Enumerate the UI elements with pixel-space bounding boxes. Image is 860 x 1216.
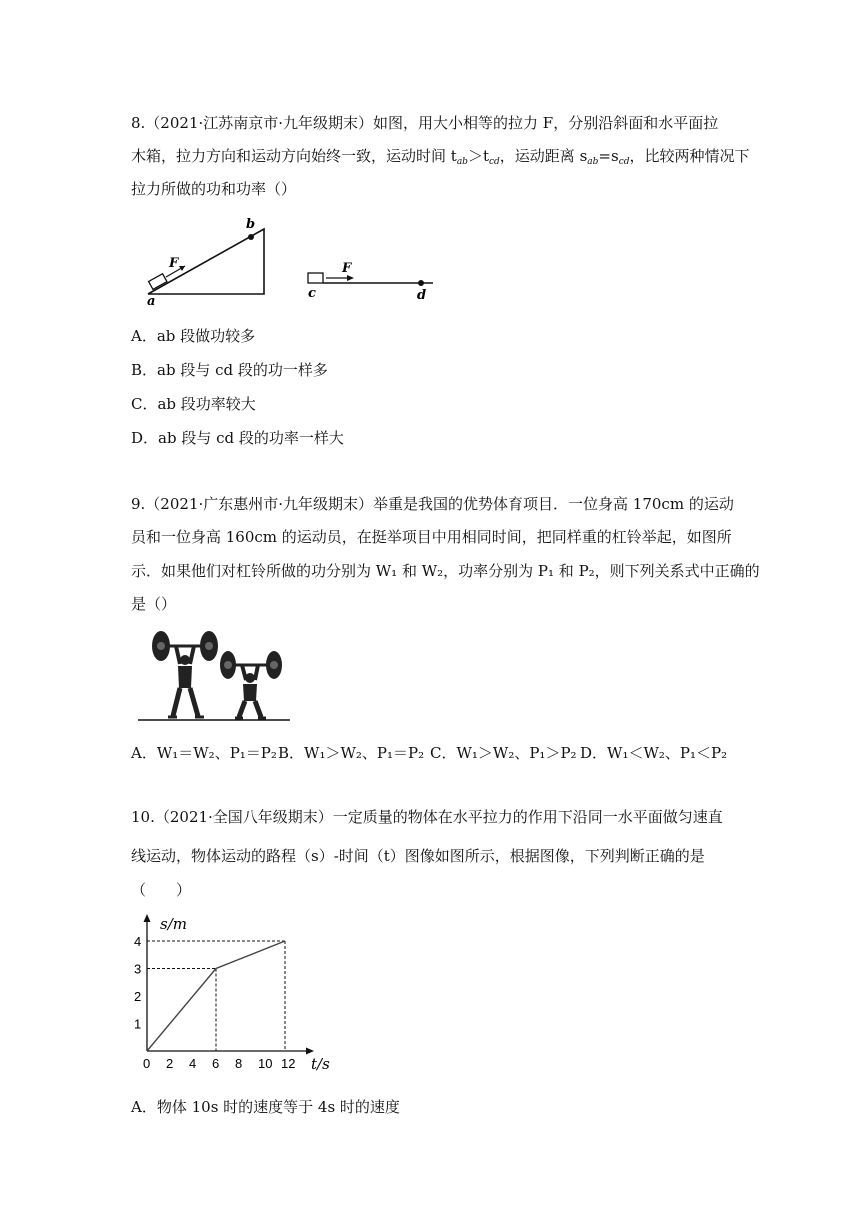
x-tick-label: 0 [143, 1056, 151, 1071]
incline-diagram [147, 217, 264, 305]
label-b: b [246, 217, 256, 232]
horizontal-diagram [308, 261, 433, 303]
q9-option-b[interactable]: B．W₁＞W₂、P₁＝P₂ [278, 744, 425, 762]
q8-option-c[interactable]: C．ab 段功率较大 [131, 395, 256, 413]
x-tick-label: 2 [166, 1056, 174, 1071]
q8-s-cd-sub: cd [618, 157, 630, 167]
q8-s-ab-sub: ab [587, 157, 599, 167]
q9-line2: 员和一位身高 160cm 的运动员，在挺举项目中用相同时间，把同样重的杠铃举起，如图所 [131, 528, 732, 546]
label-a: a [147, 294, 156, 305]
label-F-incline: F [169, 256, 179, 271]
x-tick-label: 12 [281, 1056, 296, 1071]
point-d [418, 280, 424, 286]
q8-line1: 8.（2021·江苏南京市·九年级期末）如图，用大小相等的拉力 F，分别沿斜面和水平面拉 [131, 114, 719, 132]
y-tick-label: 3 [134, 961, 142, 977]
q9-line3: 示．如果他们对杠铃所做的功分别为 W₁ 和 W₂，功率分别为 P₁ 和 P₂，则下列关系式中正确的 [131, 562, 760, 580]
y-tick-label: 1 [134, 1016, 142, 1032]
q10-line1: 10.（2021·全国八年级期末）一定质量的物体在水平拉力的作用下沿同一水平面做匀速直 [131, 808, 723, 826]
x-tick-label: 6 [212, 1056, 220, 1071]
box-on-incline [149, 274, 167, 290]
y-axis-label: s/m [160, 915, 187, 933]
q8-figure [140, 215, 440, 305]
y-tick-label: 4 [134, 934, 142, 949]
q8-t-ab-sub: ab [456, 157, 468, 167]
q10-option-a[interactable]: A．物体 10s 时的速度等于 4s 时的速度 [131, 1098, 400, 1116]
q8-option-b[interactable]: B．ab 段与 cd 段的功一样多 [131, 361, 328, 379]
x-axis-arrow [306, 1048, 314, 1055]
box-on-floor [308, 273, 323, 283]
chart-guides [147, 941, 285, 1051]
weightlifter-short [220, 651, 282, 718]
s-t-chart [125, 908, 365, 1074]
q9-line1: 9.（2021·广东惠州市·九年级期末）举重是我国的优势体育项目．一位身高 170cm 的运动 [131, 495, 734, 513]
q9-line4: 是（） [131, 595, 177, 613]
label-F-horizontal: F [342, 261, 352, 276]
q8-eq: =s [598, 147, 619, 165]
q10-line3: （ ） [131, 881, 192, 899]
x-tick-label: 4 [189, 1056, 197, 1071]
label-d: d [417, 288, 427, 303]
label-c: c [308, 286, 316, 301]
q8-option-d[interactable]: D．ab 段与 cd 段的功率一样大 [131, 429, 344, 447]
x-tick-label: 10 [258, 1056, 273, 1071]
q8-line2-pre: 木箱，拉力方向和运动方向始终一致，运动时间 t [131, 147, 457, 165]
q9-option-d[interactable]: D．W₁＜W₂、P₁＜P₂ [580, 744, 728, 762]
y-tick-label: 2 [134, 989, 142, 1004]
q8-option-a[interactable]: A．ab 段做功较多 [131, 327, 256, 345]
q9-option-a[interactable]: A．W₁＝W₂、P₁＝P₂ [131, 744, 277, 762]
q8-line2 [131, 146, 750, 172]
q10-line2: 线运动，物体运动的路程（s）-时间（t）图像如图所示，根据图像，下列判断正确的是 [131, 847, 705, 865]
y-axis-arrow [144, 914, 151, 922]
x-tick-label: 8 [235, 1056, 243, 1071]
q8-line2-mid: ，运动距离 s [499, 147, 588, 165]
weightlifters-image [138, 628, 292, 724]
x-axis-label: t/s [311, 1055, 330, 1073]
q8-gt: ＞t [467, 147, 489, 165]
chart-axes [144, 914, 315, 1055]
point-b [248, 234, 254, 240]
q9-option-c[interactable]: C．W₁＞W₂、P₁＞P₂ [430, 744, 577, 762]
q8-line3: 拉力所做的功和功率（） [131, 180, 297, 198]
q8-line2-post: ，比较两种情况下 [629, 147, 750, 165]
q8-t-cd-sub: cd [488, 157, 500, 167]
weightlifter-tall [152, 631, 218, 717]
